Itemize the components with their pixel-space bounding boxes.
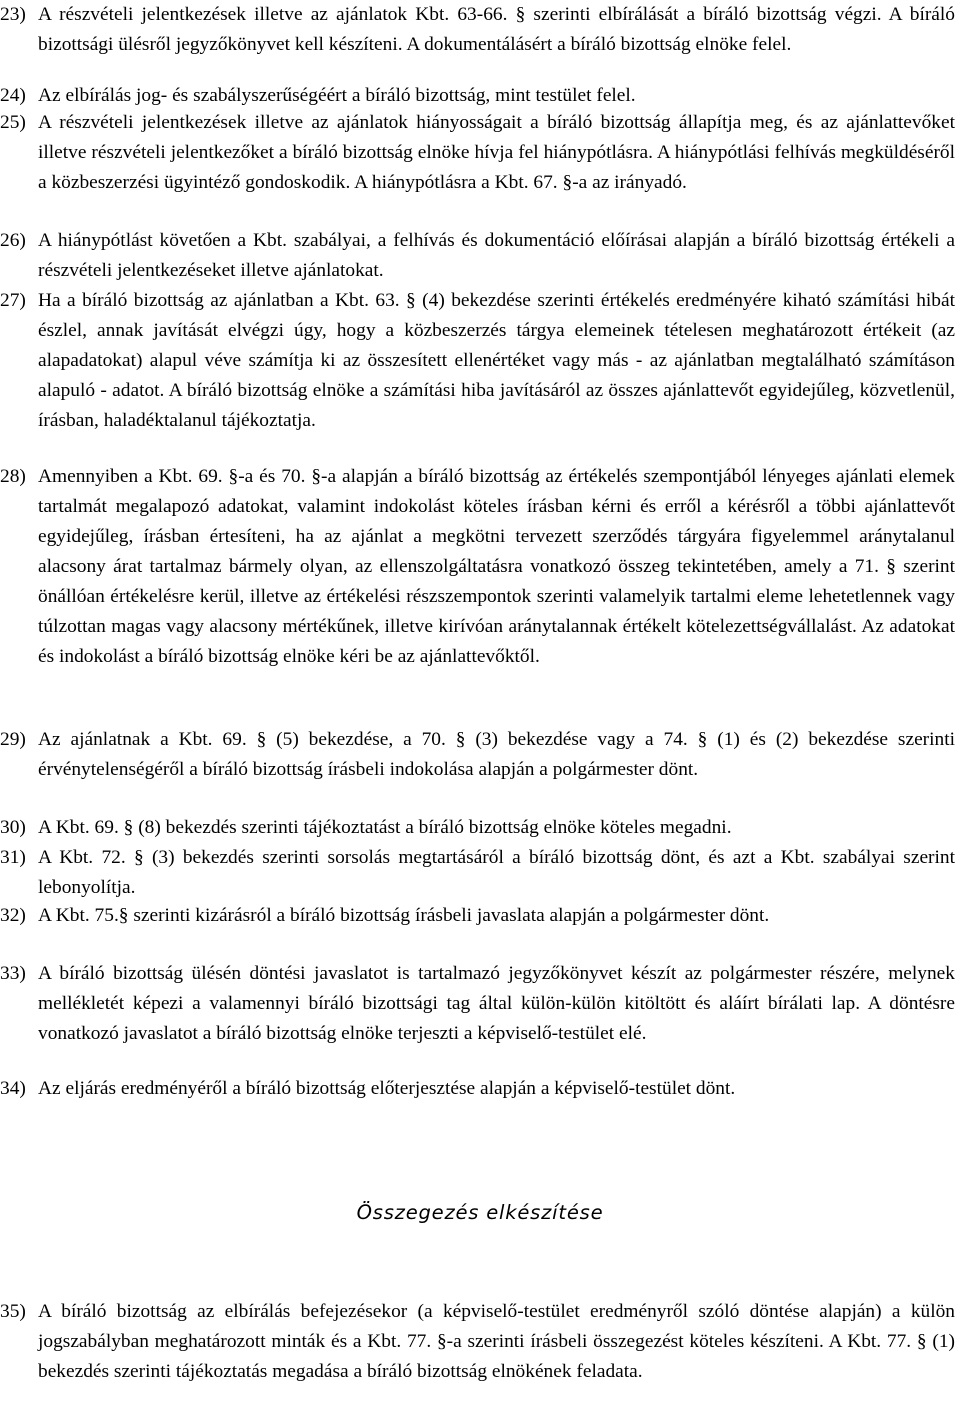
item-number: 30) — [0, 817, 26, 838]
item-number: 29) — [0, 729, 26, 750]
item-number: 28) — [0, 466, 26, 487]
item-text: Az elbírálás jog- és szabályszerűségéért a bíráló bizottság, mint testület felel. — [38, 85, 636, 106]
list-item — [0, 108, 955, 198]
item-text: A részvételi jelentkezések illetve az ajánlatok Kbt. 63-66. § szerinti elbírálását a bíráló bizottság végzi. A bíráló bizottsági ülésről jegyzőkönyvet kell készíteni. A dokumentálásért a bíráló bizottság elnöke felel. — [38, 4, 955, 55]
list-item — [0, 81, 955, 111]
item-text: Az eljárás eredményéről a bíráló bizottság előterjesztése alapján a képviselő-testület dönt. — [38, 1078, 736, 1099]
list-item — [0, 901, 955, 931]
list-item — [0, 462, 955, 672]
section-heading: Összegezés elkészítése — [356, 1201, 604, 1224]
item-number: 34) — [0, 1078, 26, 1099]
list-item — [0, 286, 955, 436]
list-item — [0, 813, 955, 843]
list-item — [0, 0, 955, 60]
item-text: A Kbt. 69. § (8) bekezdés szerinti tájékoztatást a bíráló bizottság elnöke köteles megadni. — [38, 817, 732, 838]
item-text: A Kbt. 75.§ szerinti kizárásról a bíráló bizottság írásbeli javaslata alapján a polgármester dönt. — [38, 905, 770, 926]
item-number: 24) — [0, 85, 26, 106]
item-text: Ha a bíráló bizottság az ajánlatban a Kbt. 63. § (4) bekezdése szerinti értékelés eredményére kiható számítási hibát észlel, annak javítását elvégzi úgy, hogy a közbeszerzés tárgya elemeinek tételesen meghatározott értékeit (az alapadatokat) alapul véve számítja ki az összesített ellenértéket vagy más - az ajánlatban megtalálható számításon alapuló - adatot. A bíráló bizottság elnöke a számítási hiba javításáról az összes ajánlattevőt egyidejűleg, közvetlenül, írásban, haladéktalanul tájékoztatja. — [38, 290, 955, 431]
list-item — [0, 226, 955, 286]
item-number: 32) — [0, 905, 26, 926]
item-text: A hiánypótlást követően a Kbt. szabályai, a felhívás és dokumentáció előírásai alapján a bíráló bizottság értékeli a részvételi jelentkezéseket illetve ajánlatokat. — [38, 230, 955, 281]
item-text: A bíráló bizottság az elbírálás befejezésekor (a képviselő-testület eredményről szóló döntése alapján) a külön jogszabályban meghatározott minták és a Kbt. 77. §-a szerinti írásbeli összegezést köteles készíteni. A Kbt. 77. § (1) bekezdés szerinti tájékoztatás megadása a bíráló bizottság elnökének feladata. — [38, 1301, 955, 1382]
item-text: Az ajánlatnak a Kbt. 69. § (5) bekezdése, a 70. § (3) bekezdése vagy a 74. § (1) és (2) bekezdése szerinti érvénytelenségéről a bíráló bizottság írásbeli indokolása alapján a polgármester dönt. — [38, 729, 955, 780]
item-number: 35) — [0, 1301, 26, 1322]
list-item — [0, 843, 955, 903]
list-item — [0, 725, 955, 785]
item-number: 26) — [0, 230, 26, 251]
item-number: 33) — [0, 963, 26, 984]
item-number: 25) — [0, 112, 26, 133]
list-item — [0, 1074, 955, 1104]
list-item — [0, 959, 955, 1049]
item-number: 31) — [0, 847, 26, 868]
item-text: Amennyiben a Kbt. 69. §-a és 70. §-a alapján a bíráló bizottság az értékelés szempontjából lényeges ajánlati elemek tartalmát megalapozó adatokat, valamint indokolást köteles írásban kérni és erről a kérésről a többi ajánlattevőt egyidejűleg, írásban értesíteni, ha az ajánlat a megkötni tervezett szerződés tárgyára figyelemmel aránytalanul alacsony árat tartalmaz bármely olyan, az ellenszolgáltatásra vonatkozó összeg tekintetében, amely a 71. § szerint önállóan értékelésre kerül, illetve az értékelési részszempontok szerinti valamelyik tartalmi eleme lehetetlennek vagy túlzottan magas vagy alacsony mértékűnek, illetve kirívóan aránytalannak értékelt kötelezettségvállalást. Az adatokat és indokolást a bíráló bizottság elnöke kéri be az ajánlattevőktől. — [38, 466, 955, 667]
item-number: 27) — [0, 290, 26, 311]
list-item — [0, 1297, 955, 1387]
item-text: A részvételi jelentkezések illetve az ajánlatok hiányosságait a bíráló bizottság állapítja meg, és az ajánlattevőket illetve részvételi jelentkezőket a bíráló bizottság elnöke hívja fel hiánypótlásra. A hiánypótlási felhívás megküldéséről a közbeszerzési ügyintéző gondoskodik. A hiánypótlásra a Kbt. 67. §-a az irányadó. — [38, 112, 955, 193]
item-text: A Kbt. 72. § (3) bekezdés szerinti sorsolás megtartásáról a bíráló bizottság dönt, és azt a Kbt. szabályai szerint lebonyolítja. — [38, 847, 955, 898]
item-text: A bíráló bizottság ülésén döntési javaslatot is tartalmazó jegyzőkönyvet készít az polgármester részére, melynek mellékletét képezi a valamennyi bíráló bizottsági tag által külön-külön kitöltött és aláírt bírálati lap. A döntésre vonatkozó javaslatot a bíráló bizottság elnöke terjeszti a képviselő-testület elé. — [38, 963, 955, 1044]
item-number: 23) — [0, 4, 26, 25]
